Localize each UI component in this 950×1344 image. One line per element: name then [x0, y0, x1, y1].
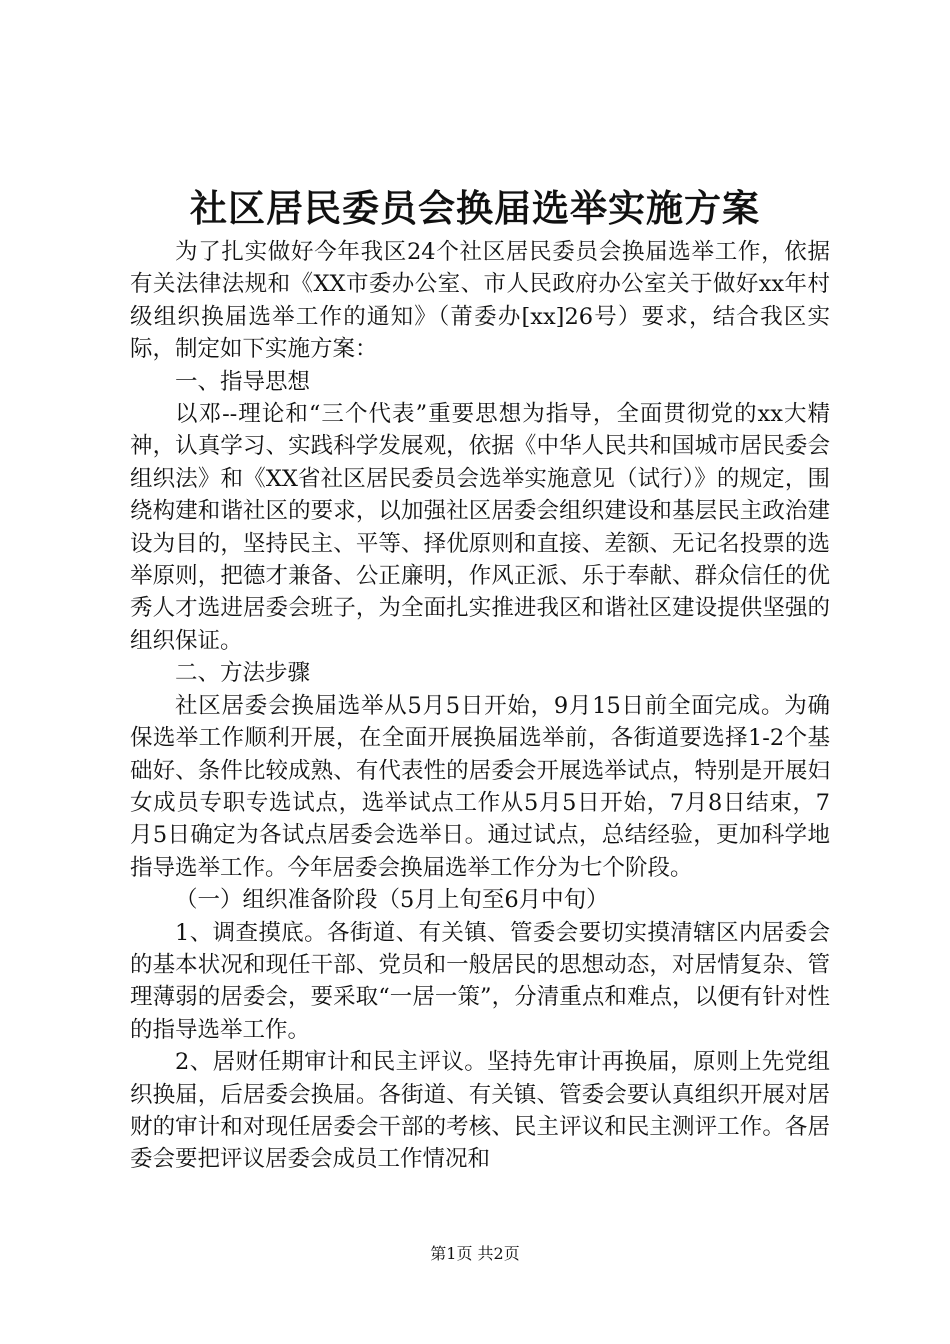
document-title: 社区居民委员会换届选举实施方案 — [190, 186, 760, 230]
subsection-heading-preparation: （一）组织准备阶段（5月上旬至6月中旬） — [175, 887, 609, 914]
paragraph-schedule: 社区居委会换届选举从5月5日开始，9月15日前全面完成。为确保选举工作顺利开展，在全面开展换届选举前，各街道要选择1-2个基础好、条件比较成熟、有代表性的居委会开展选举试点，特别是开展妇女成员专职专选试点，选举试点工作从5月5日开始，7月8日结束，7月5日确定为各试点居委会选举日。通过试点，总结经验，更加科学地指导选举工作。今年居委会换届选举工作分为七个阶段。 — [130, 692, 830, 881]
section-heading-guiding-thought: 一、指导思想 — [175, 368, 311, 395]
section-heading-methods-steps: 二、方法步骤 — [175, 660, 311, 687]
document-body — [130, 236, 830, 1176]
page-footer: 第1页 共2页 — [430, 1244, 520, 1263]
paragraph-intro: 为了扎实做好今年我区24个社区居民委员会换届选举工作，依据有关法律法规和《XX市委办公室、市人民政府办公室关于做好xx年村级组织换届选举工作的通知》（莆委办[xx]26号）要求，结合我区实际，制定如下实施方案： — [130, 239, 830, 363]
paragraph-survey: 1、调查摸底。各街道、有关镇、管委会要切实摸清辖区内居委会的基本状况和现任干部、党员和一般居民的思想动态，对居情复杂、管理薄弱的居委会，要采取“一居一策”，分清重点和难点，以便有针对性的指导选举工作。 — [130, 919, 830, 1043]
paragraph-guiding-thought: 以邓--理论和“三个代表”重要思想为指导，全面贯彻党的xx大精神，认真学习、实践科学发展观，依据《中华人民共和国城市居民委会组织法》和《XX省社区居民委员会选举实施意见（试行）》的规定，围绕构建和谐社区的要求，以加强社区居委会组织建设和基层民主政治建设为目的，坚持民主、平等、择优原则和直接、差额、无记名投票的选举原则，把德才兼备、公正廉明，作风正派、乐于奉献、群众信任的优秀人才选进居委会班子，为全面扎实推进我区和谐社区建设提供坚强的组织保证。 — [130, 401, 830, 654]
paragraph-audit: 2、居财任期审计和民主评议。坚持先审计再换届，原则上先党组织换届，后居委会换届。各街道、有关镇、管委会要认真组织开展对居财的审计和对现任居委会干部的考核、民主评议和民主测评工作。各居委会要把评议居委会成员工作情况和 — [130, 1049, 830, 1173]
